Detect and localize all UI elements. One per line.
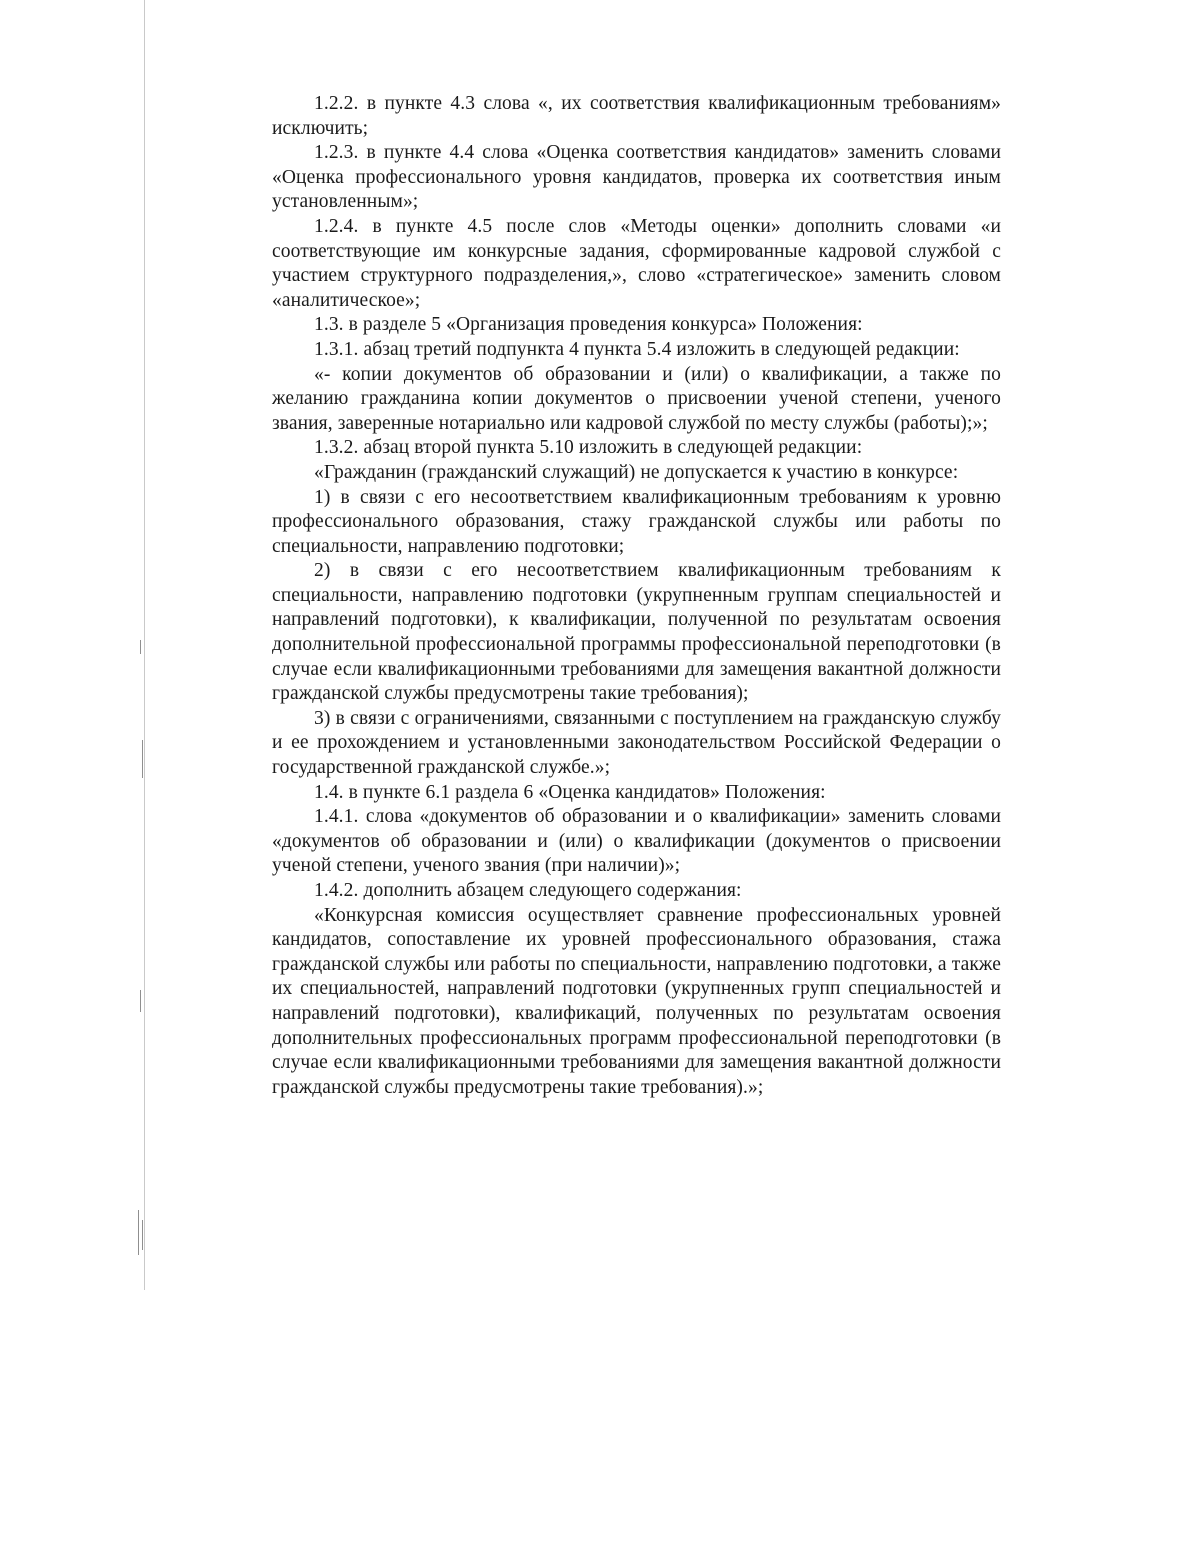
paragraph: 3) в связи с ограничениями, связанными с поступлением на гражданскую службу и ее прохождением и установленными законодательством Российской Федерации о государственной гражданской службе.»; [272,707,1001,779]
scan-artifact [138,1210,139,1255]
scan-artifact [142,1220,143,1250]
paragraph: 2) в связи с его несоответствием квалификационным требованиям к специальности, направлению подготовки (укрупненным группам специальностей и направлений подготовки), к квалификации, полученной по результатам освоения дополнительной профессиональной программы профессиональной переподготовки (в случае если квалификационными требованиями для замещения вакантной должности гражданской службы предусмотрены такие требования); [272,560,1001,705]
paragraph: 1.2.2. в пункте 4.3 слова «, их соответствия квалификационным требованиям» исключить; [272,93,1001,139]
scan-artifact [142,740,143,778]
document-body [272,92,1001,1100]
scan-artifact [140,990,141,1012]
paragraph: 1.3. в разделе 5 «Организация проведения конкурса» Положения: [314,314,863,336]
paragraph: «Конкурсная комиссия осуществляет сравнение профессиональных уровней кандидатов, сопоставление их уровней профессионального образования, стажа гражданской службы или работы по специальности, направлению подготовки, а также их специальностей, направлений подготовки (укрупненных групп специальностей и направлений подготовки), квалификаций, полученных по результатам освоения дополнительных профессиональных программ профессиональной переподготовки (в случае если квалификационными требованиями для замещения вакантной должности гражданской службы предусмотрены такие требования).»; [272,904,1001,1098]
paragraph: 1.4.1. слова «документов об образовании и о квалификации» заменить словами «документов об образовании и (или) о квалификации (документов о присвоении ученой степени, ученого звания (при наличии)»; [272,806,1001,877]
paragraph: 1.4.2. дополнить абзацем следующего содержания: [314,880,742,901]
paragraph: 1.3.1. абзац третий подпункта 4 пункта 5.4 изложить в следующей редакции: [314,338,960,360]
paragraph: «Гражданин (гражданский служащий) не допускается к участию в конкурсе: [314,461,959,483]
scan-artifact [140,640,141,654]
scan-page-edge [144,0,145,1290]
paragraph: «- копии документов об образовании и (или) о квалификации, а также по желанию гражданина копии документов о присвоении ученой степени, ученого звания, заверенные нотариально или кадровой службой по месту службы (работы);»; [272,363,1001,434]
paragraph: 1.4. в пункте 6.1 раздела 6 «Оценка кандидатов» Положения: [314,781,826,803]
paragraph: 1) в связи с его несоответствием квалификационным требованиям к уровню профессионального образования, стажу гражданской службы или работы по специальности, направлению подготовки; [272,486,1001,557]
paragraph: 1.2.3. в пункте 4.4 слова «Оценка соответствия кандидатов» заменить словами «Оценка профессионального уровня кандидатов, проверка их соответствия иным установленным»; [272,142,1001,213]
paragraph: 1.2.4. в пункте 4.5 после слов «Методы оценки» дополнить словами «и соответствующие им конкурсные задания, сформированные кадровой службой с участием структурного подразделения,», слово «стратегическое» заменить словом «аналитическое»; [272,215,1001,311]
paragraph: 1.3.2. абзац второй пункта 5.10 изложить в следующей редакции: [314,437,863,459]
